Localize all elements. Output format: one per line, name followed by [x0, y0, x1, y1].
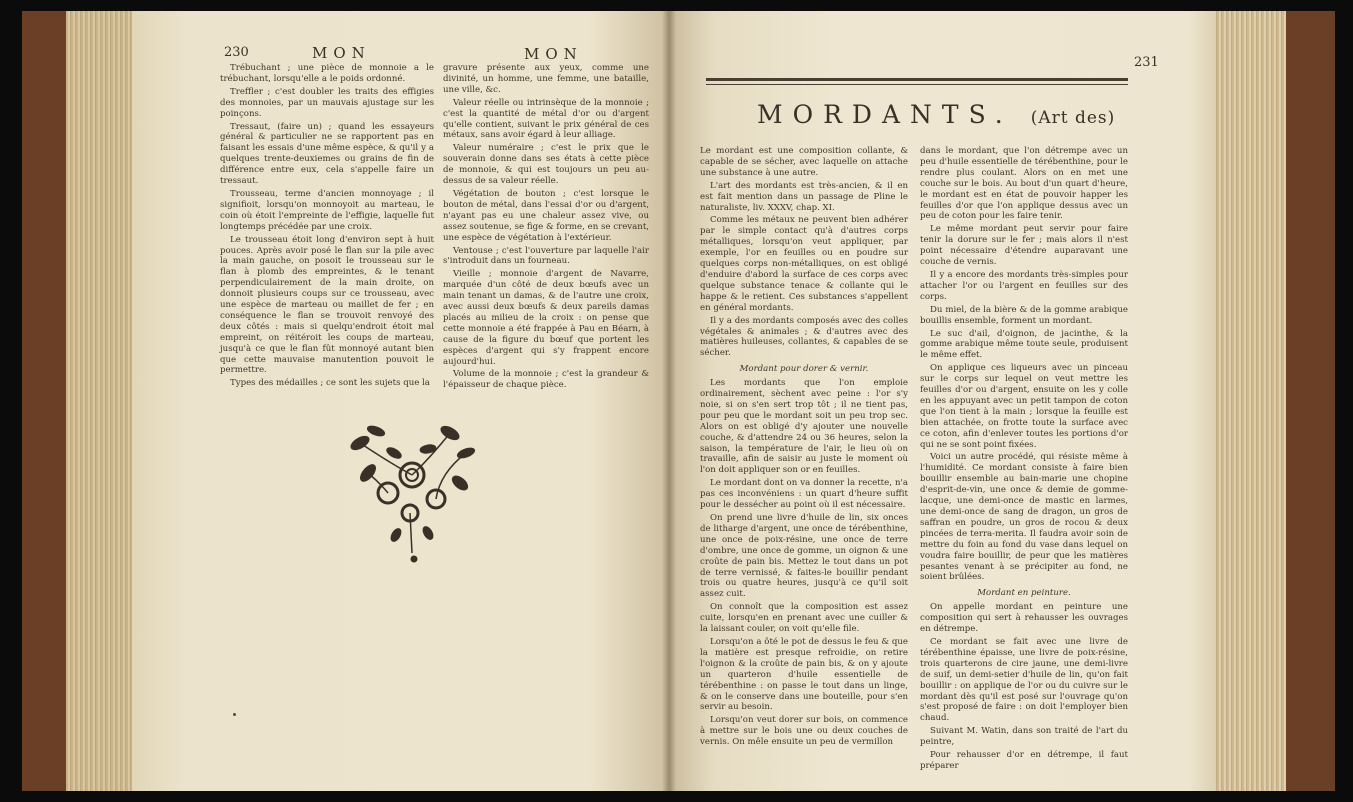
- article-title: [757, 100, 1115, 129]
- paragraph: Le mordant dont on va donner la recette, n'a pas ces inconvéniens : un quart d'heure suffit pour le dessécher au point où il est nécessaire.: [700, 478, 908, 511]
- paragraph: Pour rehausser d'or en détrempe, il faut préparer: [920, 750, 1128, 771]
- paragraph: Vieille ; monnoie d'argent de Navarre, marquée d'un côté de deux bœufs avec un main tenant un damas, & de l'autre une croix, avec aussi deux bœufs & deux pareils damas placés au milieu de la croix : on pense que cette monnoie a été frappée à Pau en Béarn, à cause de la figure du bœuf que portent les espèces d'argent qui s'y frappent encore aujourd'hui.: [443, 269, 649, 367]
- article-title-main: MORDANTS.: [757, 100, 1013, 129]
- paragraph: Types des médailles ; ce sont les sujets que la: [230, 378, 430, 389]
- book-gutter: [662, 11, 676, 791]
- subheading: Mordant pour dorer & vernir.: [739, 364, 869, 375]
- paragraph: Valeur numéraire ; c'est le prix que le souverain donne dans ses états à cette pièce de monnoie, & qui est toujours un peu au-dessus de sa valeur réelle.: [443, 143, 649, 187]
- paragraph: Le même mordant peut servir pour faire tenir la dorure sur le fer ; mais alors il n'est point nécessaire d'étendre auparavant une couche de vernis.: [920, 224, 1128, 268]
- paragraph: L'art des mordants est très-ancien, & il en est fait mention dans un passage de Pline le naturaliste, liv. XXXV, chap. XI.: [700, 180, 908, 213]
- paragraph: Comme les métaux ne peuvent bien adhérer par le simple contact qu'à d'autres corps métalliques, lorsqu'on veut appliquer, par exemple, l'or en feuilles ou en poudre sur quelques corps non-métalliques, on est obligé d'enduire d'abord la surface de ces corps avec quelque substance tenace & collante qui le happe & le retient. Ces substances s'appellent en général mordants.: [700, 215, 908, 313]
- paragraph: On connoît que la composition est assez cuite, lorsqu'en en prenant avec une cuiller & la laissant couler, on voit qu'elle file.: [700, 602, 908, 635]
- paragraph: Tressaut, (faire un) ; quand les essayeurs général & particulier ne se rapportent pas en faisant les essais d'une même espèce, & qu'il y a quelques trente-deuxiemes ou grains de fin de différence entre eux, cela s'appelle faire un tressaut.: [220, 121, 434, 187]
- paragraph: Ventouse ; c'est l'ouverture par laquelle l'air s'introduit dans un fourneau.: [443, 245, 649, 267]
- subheading: Mordant en peinture.: [977, 588, 1071, 599]
- right-column-2: [920, 146, 1128, 774]
- paragraph: Suivant M. Watin, dans son traité de l'art du peintre,: [920, 726, 1128, 748]
- page-edges-left: [66, 11, 134, 791]
- running-head-left-2: MON: [524, 45, 583, 63]
- paragraph: Végétation de bouton ; c'est lorsque le bouton de métal, dans l'essai d'or ou d'argent, n'ayant pas eu une chaleur assez vive, ou assez soutenue, se fige & forme, en se crevant, une espèce de végétation à l'extérieur.: [443, 188, 649, 243]
- page-number-right: 231: [1134, 55, 1159, 70]
- paragraph: On appelle mordant en peinture une composition qui sert à rehausser les ouvrages en détrempe.: [920, 602, 1128, 635]
- paragraph: Les mordants que l'on emploie ordinairement, sèchent avec peine : l'or s'y noie, si on s'en sert trop tôt ; il ne tient pas, pour peu que le mordant soit un peu trop sec. Alors on est obligé d'y ajouter une nouvelle couche, & d'attendre 24 ou 36 heures, selon la saison, la température de l'air, le lieu où on travaille, afin de saisir au juste le moment où l'on doit appliquer son or en feuilles.: [700, 378, 908, 476]
- paragraph: Voici un autre procédé, qui résiste même à l'humidité. Ce mordant consiste à faire bien bouillir ensemble au bain-marie une chopine d'esprit-de-vin, une once & demie de gomme-lacque, une demi-once de mastic en larmes, une demi-once de sang de dragon, un gros de saffran en poudre, un gros de rocou & deux pincées de terra-merita. Il faudra avoir soin de mettre du foin au fond du vase dans lequel on voudra faire bouillir, de peur que les matières pesantes venant à se précipiter au fond, ne soient brûlées.: [920, 452, 1128, 583]
- title-rule-thick: [706, 78, 1128, 81]
- paragraph: Du miel, de la bière & de la gomme arabique bouillis ensemble, forment un mordant.: [920, 304, 1128, 326]
- paragraph: On prend une livre d'huile de lin, six onces de litharge d'argent, une once de térébenthine, une once de poix-résine, une once de terre d'ombre, une once de gomme, un oignon & une croûte de pain bis. Mettez le tout dans un pot de terre vernissé, & faites-le bouillir pendant trois ou quatre heures, jusqu'à ce qu'il soit assez cuit.: [700, 513, 908, 600]
- paragraph: Volume de la monnoie ; c'est la grandeur & l'épaisseur de chaque pièce.: [443, 369, 649, 391]
- paragraph: dans le mordant, que l'on détrempe avec un peu d'huile essentielle de térébenthine, pour le rendre plus coulant. Alors on en met une couche sur le bois. Au bout d'un quart d'heure, le mordant est en état de pouvoir happer les feuilles d'or que l'on applique dessus avec un peu de coton pour les faire tenir.: [920, 146, 1128, 222]
- paragraph: Ce mordant se fait avec une livre de térébenthine épaisse, une livre de poix-résine, trois quarterons de cire jaune, une demi-livre de suif, un demi-setier d'huile de lin, qu'on fait bouillir : on applique de l'or ou du cuivre sur le mordant dès qu'il est posé sur l'ouvrage qu'on s'est proposé de faire : on doit l'employer bien chaud.: [920, 636, 1128, 724]
- title-rule-thin: [706, 84, 1128, 85]
- left-page: [132, 11, 670, 791]
- page-number-left: 230: [224, 45, 249, 60]
- paragraph: Lorsqu'on veut dorer sur bois, on commence à mettre sur le bois une ou deux couches de vernis. On mêle ensuite un peu de vermillon: [700, 715, 908, 748]
- right-column-1: [700, 146, 908, 750]
- paragraph: Valeur réelle ou intrinsèque de la monnoie ; c'est la quantité de métal d'or ou d'argent qu'elle contient, suivant le prix général de ces métaux, sans avoir égard à leur alliage.: [443, 97, 649, 141]
- paragraph: Trousseau, terme d'ancien monnoyage ; il signifioit, lorsqu'on monnoyoit au marteau, le coin où étoit l'empreinte de l'effigie, laquelle fut longtemps précédée par une croix.: [220, 188, 434, 232]
- running-head-left-1: MON: [312, 44, 371, 62]
- paragraph: gravure présente aux yeux, comme une divinité, un homme, une femme, une bataille, une ville, &c.: [443, 63, 649, 95]
- paragraph: On applique ces liqueurs avec un pinceau sur le corps sur lequel on veut mettre les feuilles d'or ou d'argent, ensuite on les y colle en les appuyant avec un petit tampon de coton que l'on tient à la main ; lorsque la feuille est bien attachée, on frotte toute la surface avec ce coton, afin d'enlever toutes les portions d'or qui ne se sont point fixées.: [920, 363, 1128, 450]
- paragraph: Trébuchant ; une pièce de monnoie a le trébuchant, lorsqu'elle a le poids ordonné.: [220, 63, 434, 84]
- article-title-suffix: (Art des): [1030, 108, 1116, 128]
- left-column-1: [220, 63, 434, 391]
- page-mark-dot: [233, 713, 236, 716]
- paragraph: Treffler ; c'est doubler les traits des effigies des monnoies, par un mauvais ajustage sur les poinçons.: [220, 86, 434, 119]
- paragraph: Le suc d'ail, d'oignon, de jacinthe, & la gomme arabique même toute seule, produisent le même effet.: [920, 328, 1128, 361]
- paragraph: Lorsqu'on a ôté le pot de dessus le feu & que la matière est presque refroidie, on retire l'oignon & la croûte de pain bis, & on y ajoute un quarteron d'huile essentielle de térébenthine : on passe le tout dans un linge, & on le conserve dans une bouteille, pour s'en servir au besoin.: [700, 636, 908, 713]
- floral-ornament-icon: [340, 413, 485, 568]
- paragraph: Il y a encore des mordants très-simples pour attacher l'or ou l'argent en feuilles sur des corps.: [920, 269, 1128, 302]
- page-edges-right: [1212, 11, 1286, 791]
- paragraph: Le trousseau étoit long d'environ sept à huit pouces. Après avoir posé le flan sur la pile avec la main gauche, on posoit le trousseau sur le flan à plomb des empreintes, & le tenant perpendiculairement de la main droite, on donnoit plusieurs coups sur ce trousseau, avec une espèce de marteau ou maillet de fer ; en conséquence le flan se trouvoit renvoyé des deux côtés : mais si quelqu'endroit étoit mal empreint, on réitéroit les coups de marteau, jusqu'à ce que le flan fût monnoyé autant bien que cette mauvaise manutention pouvoit le permettre.: [220, 234, 434, 376]
- paragraph: Il y a des mordants composés avec des colles végétales & animales ; & d'autres avec des matières huileuses, collantes, & capables de se sécher.: [700, 315, 908, 359]
- paragraph: Le mordant est une composition collante, & capable de se sécher, avec laquelle on attache une substance à une autre.: [700, 146, 908, 178]
- left-column-2: [443, 63, 649, 393]
